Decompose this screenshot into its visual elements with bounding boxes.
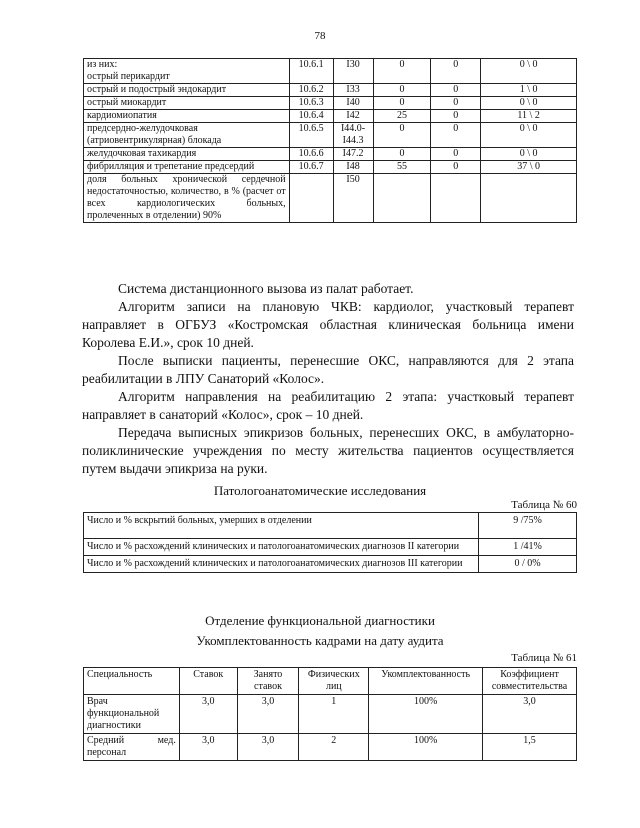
- row-label: фибрилляция и трепетание предсердий: [84, 161, 290, 174]
- paragraph: Система дистанционного вызова из палат работает.: [118, 281, 414, 296]
- section-subheading-staffing: Укомплектованность кадрами на дату аудита: [196, 633, 444, 648]
- cell: 10.6.4: [289, 110, 333, 123]
- cell: 1: [299, 695, 369, 734]
- cell: I42: [333, 110, 373, 123]
- cell: 3,0: [179, 695, 237, 734]
- column-header: Укомплектованность: [369, 668, 483, 695]
- cell: 10.6.6: [289, 148, 333, 161]
- cell: 10.6.3: [289, 97, 333, 110]
- table-row: [84, 174, 577, 223]
- column-header: Физических лиц: [299, 668, 369, 695]
- cell: 0: [431, 59, 481, 84]
- row-label: Число и % вскрытий больных, умерших в отделении: [84, 513, 479, 539]
- cell: 0: [431, 161, 481, 174]
- cell: 3,0: [483, 695, 577, 734]
- row-label: из них: острый перикардит: [84, 59, 290, 84]
- cell: 0 \ 0: [481, 97, 577, 110]
- table-number-60: Таблица № 60: [511, 499, 577, 511]
- paragraph: Передача выписных эпикризов больных, перенесших ОКС, в амбулаторно-поликлинические учреждения по месту жительства пациентов осуществляется путем выдачи эпикриза на руки.: [82, 425, 574, 476]
- cell: I47.2: [333, 148, 373, 161]
- row-label: желудочковая тахикардия: [84, 148, 290, 161]
- table-row: [84, 513, 577, 539]
- section-heading-pathology: Патологоанатомические исследования: [213, 483, 427, 498]
- cell: 0: [431, 123, 481, 148]
- paragraph: Алгоритм записи на плановую ЧКВ: кардиолог, участковый терапевт направляет в ОГБУЗ «Костромская областная клиническая больница имени Королева Е.И.», срок 10 дней.: [82, 299, 574, 350]
- cell: 0 \ 0: [481, 59, 577, 84]
- table-row: [84, 556, 577, 573]
- cell: I44.0- I44.3: [333, 123, 373, 148]
- cell: 3,0: [237, 695, 299, 734]
- cell: 10.6.5: [289, 123, 333, 148]
- table-row: [84, 695, 577, 734]
- table-row: [84, 84, 577, 97]
- page-number: 78: [314, 30, 326, 42]
- section-heading-functional-diagnostics: Отделение функциональной диагностики: [205, 613, 435, 628]
- body-text: [82, 280, 574, 478]
- cell: 0 \ 0: [481, 123, 577, 148]
- cell: 100%: [369, 734, 483, 761]
- cell: [431, 174, 481, 223]
- cell: 0: [373, 59, 431, 84]
- pathology-table: [83, 512, 577, 573]
- row-label: острый миокардит: [84, 97, 290, 110]
- row-label: острый и подострый эндокардит: [84, 84, 290, 97]
- table-row: [84, 110, 577, 123]
- cell: [373, 174, 431, 223]
- diagnosis-table: [83, 58, 577, 223]
- table-row: [84, 539, 577, 556]
- row-value: 1 /41%: [479, 539, 577, 556]
- cell: 0: [431, 84, 481, 97]
- cell: 0: [373, 97, 431, 110]
- cell: 1 \ 0: [481, 84, 577, 97]
- cell: I48: [333, 161, 373, 174]
- table-row: [84, 148, 577, 161]
- paragraph: После выписки пациенты, перенесшие ОКС, направляются для 2 этапа реабилитации в ЛПУ Санаторий «Колос».: [82, 353, 574, 386]
- cell: 3,0: [179, 734, 237, 761]
- cell: [289, 174, 333, 223]
- row-value: 0 / 0%: [479, 556, 577, 573]
- cell: 0: [373, 84, 431, 97]
- table-row: [84, 97, 577, 110]
- row-label: Число и % расхождений клинических и патологоанатомических диагнозов III категории: [84, 556, 479, 573]
- cell: [481, 174, 577, 223]
- staffing-table: [83, 667, 577, 761]
- cell: 0: [431, 97, 481, 110]
- table-row: [84, 161, 577, 174]
- cell: 37 \ 0: [481, 161, 577, 174]
- cell: 10.6.7: [289, 161, 333, 174]
- table-row: [84, 123, 577, 148]
- cell: 3,0: [237, 734, 299, 761]
- row-label: Число и % расхождений клинических и патологоанатомических диагнозов II категории: [84, 539, 479, 556]
- cell: I40: [333, 97, 373, 110]
- paragraph: Алгоритм направления на реабилитацию 2 этапа: участковый терапевт направляет в санаторий «Колос», срок – 10 дней.: [82, 389, 574, 422]
- column-header: Специальность: [84, 668, 180, 695]
- cell: 2: [299, 734, 369, 761]
- cell: 55: [373, 161, 431, 174]
- cell: 0: [373, 123, 431, 148]
- column-header: Занято ставок: [237, 668, 299, 695]
- cell: Врач функциональной диагностики: [84, 695, 180, 734]
- cell: I50: [333, 174, 373, 223]
- row-label: доля больных хронической сердечной недостаточностью, количество, в % (расчет от всех кардиологических больных, пролеченных в отделении) 90%: [84, 174, 290, 223]
- column-header: Коэффициент совместительства: [483, 668, 577, 695]
- cell: 0: [431, 110, 481, 123]
- cell: 0 \ 0: [481, 148, 577, 161]
- cell: 10.6.1: [289, 59, 333, 84]
- cell: I30: [333, 59, 373, 84]
- cell: 25: [373, 110, 431, 123]
- column-header: Ставок: [179, 668, 237, 695]
- table-header-row: [84, 668, 577, 695]
- cell: 0: [431, 148, 481, 161]
- cell: I33: [333, 84, 373, 97]
- cell: 0: [373, 148, 431, 161]
- cell: 10.6.2: [289, 84, 333, 97]
- table-number-61: Таблица № 61: [511, 652, 577, 664]
- cell: Средний мед. персонал: [84, 734, 180, 761]
- cell: 100%: [369, 695, 483, 734]
- row-label: предсердно-желудочковая (атриовентрикулярная) блокада: [84, 123, 290, 148]
- table-row: [84, 59, 577, 84]
- cell: 1,5: [483, 734, 577, 761]
- cell: 11 \ 2: [481, 110, 577, 123]
- row-label: кардиомиопатия: [84, 110, 290, 123]
- table-row: [84, 734, 577, 761]
- row-value: 9 /75%: [479, 513, 577, 539]
